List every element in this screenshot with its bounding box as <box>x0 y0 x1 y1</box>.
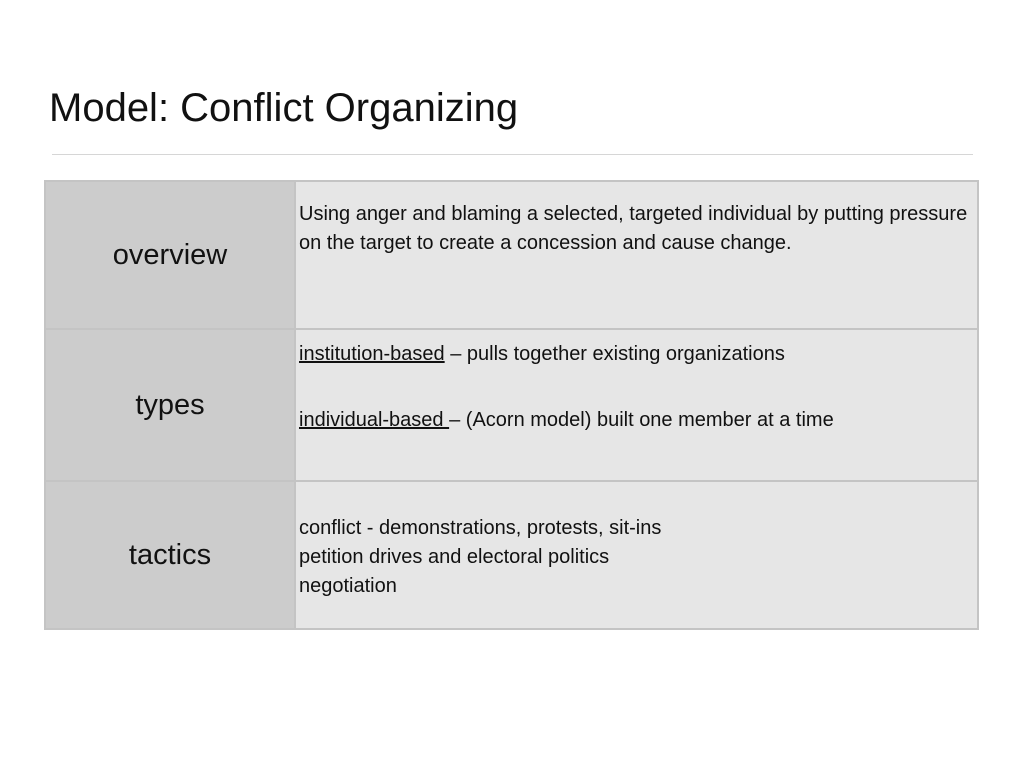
type-desc-individual: – (Acorn model) built one member at a time <box>449 409 834 431</box>
spacer <box>299 369 974 406</box>
type-item-institution <box>299 340 974 369</box>
type-term-institution: institution-based <box>299 343 445 365</box>
type-term-individual: individual-based <box>299 409 450 431</box>
type-desc-institution: – pulls together existing organizations <box>444 343 785 365</box>
table-row-overview <box>46 182 977 328</box>
model-table <box>44 180 979 630</box>
slide-title: Model: Conflict Organizing <box>49 86 519 130</box>
row-label-types: types <box>46 330 296 480</box>
tactic-line: conflict - demonstrations, protests, sit-ins <box>299 517 662 539</box>
row-label-overview: overview <box>46 182 296 328</box>
types-cell <box>296 330 977 480</box>
tactic-line: petition drives and electoral politics <box>299 546 610 568</box>
overview-cell <box>296 182 977 328</box>
table-row-types <box>46 328 977 480</box>
title-divider <box>52 154 973 155</box>
tactics-cell <box>296 482 977 628</box>
type-item-individual <box>299 406 974 435</box>
tactic-line: negotiation <box>299 575 397 597</box>
row-label-tactics: tactics <box>46 482 296 628</box>
table-row-tactics <box>46 480 977 628</box>
overview-text: Using anger and blaming a selected, targeted individual by putting pressure on the target to create a concession and cause change. <box>299 203 968 254</box>
